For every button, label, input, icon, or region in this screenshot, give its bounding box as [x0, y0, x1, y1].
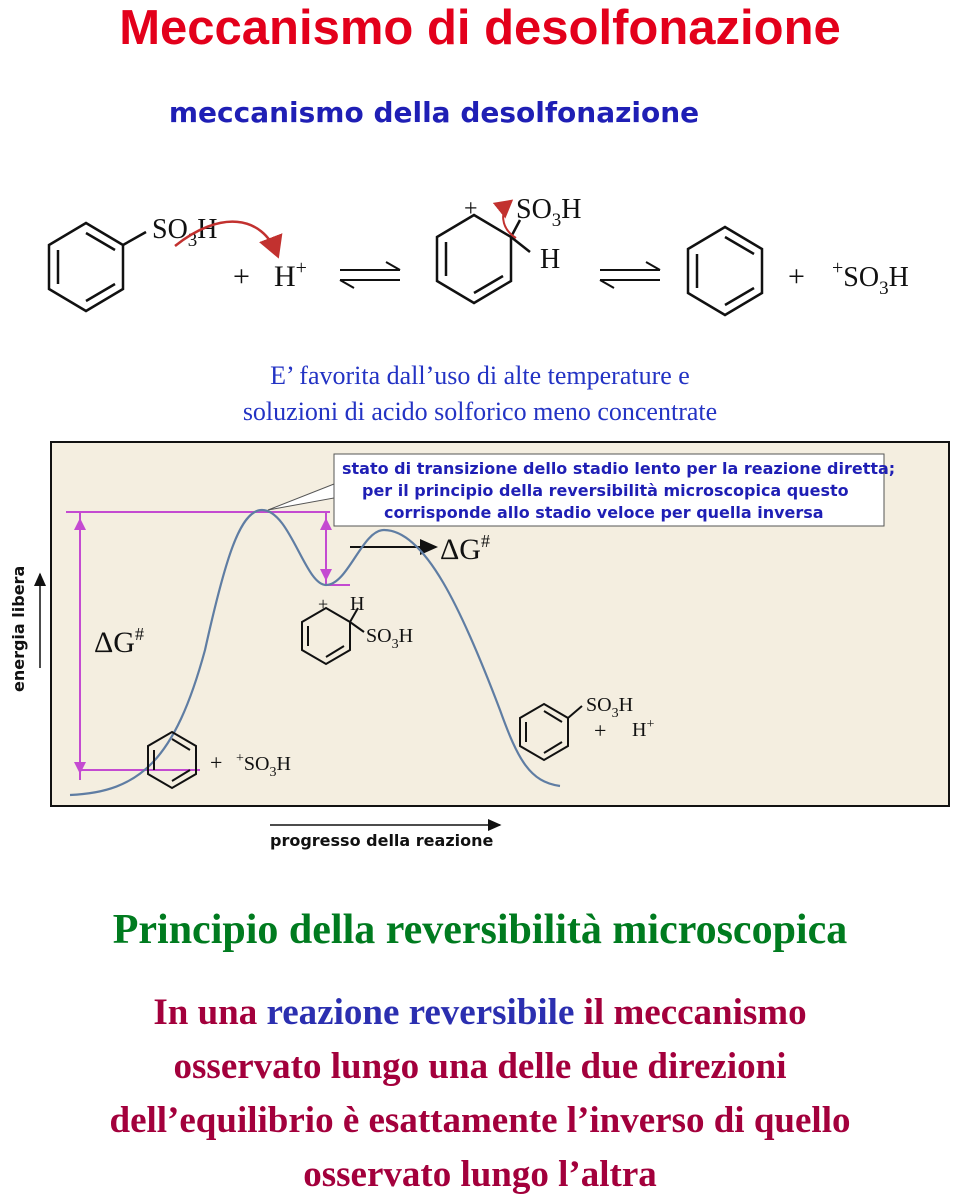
principle-heading: Principio della reversibilità microscopica — [112, 907, 848, 953]
proton-label: H+ — [274, 257, 307, 293]
energy-diagram — [9, 442, 949, 850]
scheme-heading: meccanismo della desolfonazione — [168, 96, 700, 129]
paragraph-line-1 — [0, 986, 960, 1040]
paragraph-line-3: dell’equilibrio è esattamente l’inverso di quello — [109, 1100, 851, 1141]
paragraph-line-4: osservato lungo l’altra — [303, 1154, 657, 1195]
intermediate-so3h: $SO_3H$ — [366, 625, 414, 652]
diagram-plus-right: + — [594, 718, 607, 743]
y-axis-label: energia libera — [9, 565, 28, 692]
diagram-so3h-right: $SO_3H$ — [586, 694, 634, 721]
benzene-product — [688, 227, 762, 315]
equilibrium-arrow-2 — [600, 262, 660, 288]
so3h-label-2: $SO_3H$ — [516, 194, 582, 231]
intermediate-plus: + — [318, 594, 329, 614]
conditions-note — [0, 358, 960, 430]
highlight-text: reazione reversibile — [266, 992, 575, 1033]
paragraph-line-2: osservato lungo una delle due direzioni — [173, 1046, 787, 1087]
paragraph-text-end: il meccanismo — [574, 992, 807, 1033]
delta-g-label-right: ΔG# — [440, 531, 490, 566]
desulfonation-figure — [0, 70, 960, 860]
callout-line-2: per il principio della reversibilità microscopica questo — [362, 481, 849, 500]
x-axis-label: progresso della reazione — [270, 831, 494, 850]
benzenesulfonic-acid — [49, 223, 146, 311]
callout-line-3: corrisponde allo stadio veloce per quella inversa — [384, 503, 824, 522]
so3h-label-1: $SO_3H$ — [152, 214, 218, 251]
h-label-2: H — [540, 244, 561, 275]
diagram-sulfonium: $^+SO_3H$ — [236, 751, 291, 780]
sigma-complex — [437, 215, 530, 303]
intermediate-h: H — [350, 593, 365, 615]
delta-g-label-left: ΔG# — [94, 624, 144, 659]
reaction-scheme — [49, 96, 909, 315]
note-line-1: E’ favorita dall’uso di alte temperature e — [270, 361, 690, 390]
note-line-2: soluzioni di acido solforico meno concentrate — [242, 397, 718, 426]
plus-1: + — [233, 260, 250, 293]
paragraph-text: In una — [153, 992, 267, 1033]
equilibrium-arrow-1 — [340, 262, 400, 288]
sulfonium-label: $^+SO_3H$ — [832, 257, 909, 299]
diagram-proton: H+ — [632, 717, 655, 741]
diagram-plus-left: + — [210, 750, 223, 775]
principle-paragraph — [0, 986, 960, 1202]
plus-2: + — [464, 196, 478, 222]
callout-line-1: stato di transizione dello stadio lento per la reazione diretta; — [342, 459, 896, 478]
plus-3: + — [788, 260, 805, 293]
page-title: Meccanismo di desolfonazione — [119, 1, 841, 55]
